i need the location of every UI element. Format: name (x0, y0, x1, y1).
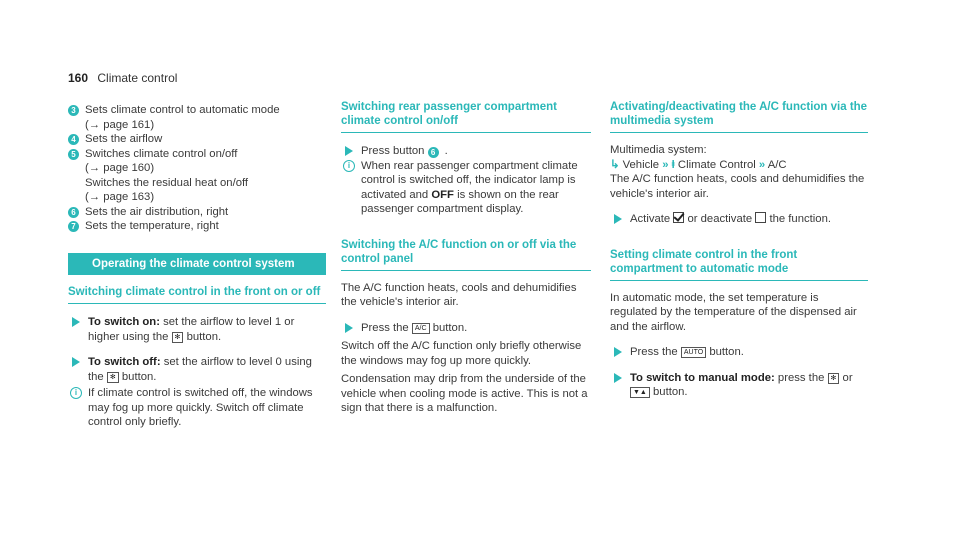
paragraph: Switch off the A/C function only briefly otherwise the windows may fog up more quickly. (341, 340, 582, 367)
step-text: button. (653, 386, 688, 398)
step-text: or deactivate (687, 213, 753, 225)
step-label: To switch on: (88, 316, 160, 328)
step-text: set the airflow to level 0 using the (88, 356, 312, 383)
ac-button-icon: A/C (412, 323, 430, 334)
step-arrow-icon (614, 373, 622, 383)
note-text: is shown on the rear passenger compartment display. (361, 188, 559, 215)
path-start-icon: ↳ (610, 158, 620, 171)
step-text: button. (186, 330, 222, 343)
note-bold: OFF (431, 188, 454, 201)
note-text: If climate control is switched off, the windows may fog up more quickly. Switch off climate control only briefly. (88, 387, 313, 428)
step-text: Press button (361, 145, 425, 157)
heading-ac-control-panel: Switching the A/C function on or off via the control panel (341, 238, 591, 271)
heading-automatic-mode: Setting climate control in the front compartment to automatic mode (610, 248, 868, 281)
heading-rear-climate: Switching rear passenger compartment climate control on/off (341, 100, 591, 133)
legend-item (68, 103, 326, 132)
step-press-auto (610, 345, 868, 360)
checkbox-checked-icon (673, 212, 684, 223)
legend-text: Sets the air distribution, right (85, 205, 229, 218)
path-separator-icon: » (758, 158, 766, 171)
step-switch-off (68, 355, 326, 384)
step-activate (610, 212, 868, 227)
step-text: button. (121, 370, 157, 383)
page-reference[interactable]: (→ page 161) (85, 118, 155, 131)
section-title: Operating the climate control system (68, 253, 326, 276)
page-title: Climate control (97, 71, 178, 85)
legend-item (68, 219, 326, 234)
legend-text: Switches climate control on/off (85, 147, 238, 160)
legend-text: Sets the airflow (85, 133, 163, 145)
callout-number: 7 (68, 221, 79, 232)
step-text: Press the (361, 321, 409, 334)
legend-item (68, 205, 326, 220)
step-arrow-icon (345, 146, 353, 156)
step-text: or (842, 371, 853, 384)
page-reference[interactable]: (→ page 163) (85, 191, 155, 203)
legend-item (68, 147, 326, 205)
callout-number: 4 (68, 134, 79, 145)
step-arrow-icon (345, 323, 353, 333)
auto-button-icon: AUTO (681, 347, 706, 358)
info-icon: i (70, 387, 82, 399)
airflow-button-icon: ✻ (107, 372, 119, 383)
page-number: 160 (68, 71, 89, 85)
heading-switch-front: Switching climate control in the front on or off (68, 285, 326, 304)
path-ac[interactable]: A/C (767, 158, 787, 171)
step-text: button. (709, 346, 744, 358)
air-distribution-button-icon: ▼▲ (630, 387, 650, 398)
note (68, 386, 326, 430)
path-separator-icon: » (662, 158, 669, 171)
note (341, 159, 591, 217)
multimedia-label: Multimedia system: (610, 144, 707, 156)
callout-number: 5 (68, 149, 79, 160)
callout-number: 6 (428, 147, 439, 158)
climate-icon: ⱡ (671, 158, 675, 171)
airflow-button-icon: ✻ (172, 332, 184, 343)
path-vehicle[interactable]: Vehicle (622, 158, 660, 171)
column-middle (341, 100, 591, 416)
step-label: To switch to manual mode: (630, 371, 775, 384)
step-manual-mode (610, 371, 868, 400)
heading-ac-multimedia: Activating/deactivating the A/C function via the multimedia system (610, 100, 868, 133)
column-right (610, 100, 868, 400)
step-arrow-icon (72, 357, 80, 367)
legend-text: Sets the temperature, right (85, 220, 219, 232)
step-arrow-icon (614, 214, 622, 224)
callout-number: 3 (68, 105, 79, 116)
step-text: button. (432, 321, 468, 334)
callout-number: 6 (68, 207, 79, 218)
legend-text: Sets climate control to automatic mode (85, 104, 280, 116)
legend-item (68, 132, 326, 147)
step-text: set the airflow to level 1 or higher using the (88, 316, 295, 343)
step-text: Press the (630, 346, 678, 358)
paragraph: The A/C function heats, cools and dehumidifies the vehicle's interior air. (341, 281, 577, 308)
step-text: press the (774, 371, 825, 384)
step-text: Activate (630, 213, 671, 225)
step-text: the function. (769, 213, 831, 225)
step-press-button: Press button 6 . (341, 144, 591, 159)
menu-path (610, 158, 868, 173)
step-arrow-icon (614, 347, 622, 357)
path-climate-control[interactable]: Climate Control (677, 158, 756, 171)
info-icon: i (343, 160, 355, 172)
step-arrow-icon (72, 317, 80, 327)
page-header (68, 71, 177, 85)
step-press-ac (341, 321, 591, 336)
page-reference[interactable]: (→ page 160) (85, 162, 155, 174)
note-text: When rear passenger compartment climate control is switched off, the indicator lamp is activated and (361, 159, 578, 201)
legend-text: Switches the residual heat on/off (85, 176, 249, 189)
step-label: To switch off: (88, 356, 161, 368)
airflow-button-icon: ✻ (828, 373, 840, 384)
column-left (68, 103, 326, 430)
paragraph: Condensation may drip from the underside of the vehicle when cooling mode is active. This is not a sign that there is a malfunction. (341, 373, 588, 414)
paragraph: In automatic mode, the set temperature is regulated by the temperature of the dispensed air and the airflow. (610, 291, 857, 333)
step-switch-on (68, 315, 326, 344)
checkbox-empty-icon (755, 212, 766, 223)
paragraph: The A/C function heats, cools and dehumidifies the vehicle's interior air. (610, 173, 865, 200)
